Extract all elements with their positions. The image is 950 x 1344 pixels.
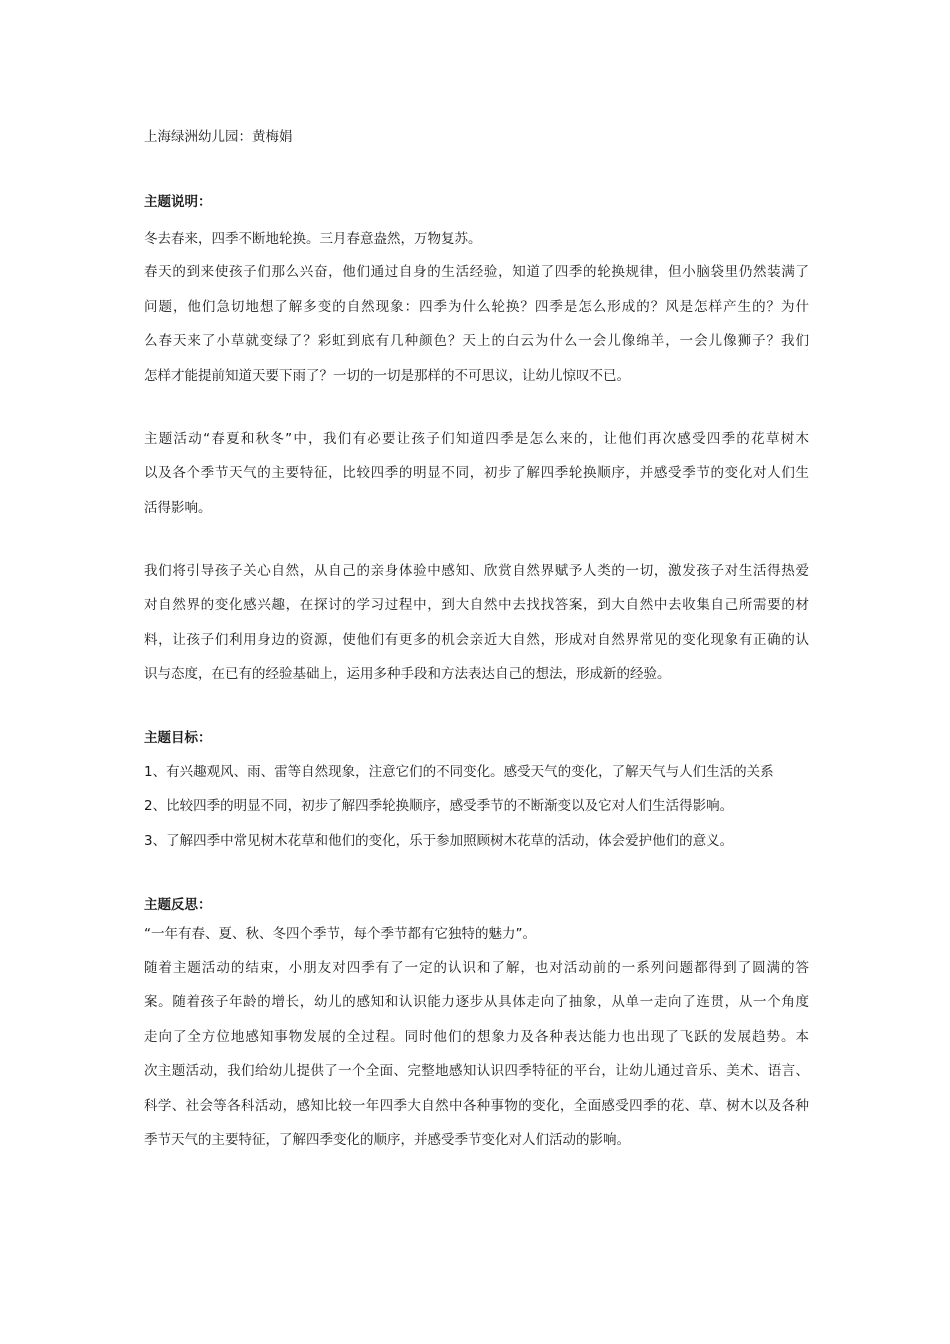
author-line: 上海绿洲幼儿园：黄梅娟 xyxy=(144,129,293,145)
guide-paragraph-line: 对自然界的变化感兴趣，在探讨的学习过程中，到大自然中去找找答案，到大自然中去收集自己所需要的材 xyxy=(144,597,809,613)
guide-paragraph-line: 识与态度，在已有的经验基础上，运用多种手段和方法表达自己的想法，形成新的经验。 xyxy=(144,666,671,682)
description-line: 冬去春来，四季不断地轮换。三月春意盎然，万物复苏。 xyxy=(144,231,482,247)
activity-paragraph-line: 以及各个季节天气的主要特征，比较四季的明显不同，初步了解四季轮换顺序，并感受季节的变化对人们生 xyxy=(144,465,809,481)
description-line: 问题，他们急切地想了解多变的自然现象：四季为什么轮换？四季是怎么形成的？风是怎样产生的？为什 xyxy=(144,299,809,315)
description-line: 么春天来了小草就变绿了？彩虹到底有几种颜色？天上的白云为什么一会儿像绵羊，一会儿像狮子？我们 xyxy=(144,333,809,349)
guide-paragraph-line: 料，让孩子们利用身边的资源，使他们有更多的机会亲近大自然，形成对自然界常见的变化现象有正确的认 xyxy=(144,632,809,648)
reflection-line: 走向了全方位地感知事物发展的全过程。同时他们的想象力及各种表达能力也出现了飞跃的发展趋势。本 xyxy=(144,1029,809,1045)
goal-item: 1、有兴趣观风、雨、雷等自然现象，注意它们的不同变化。感受天气的变化，了解天气与人们生活的关系 xyxy=(144,764,774,780)
reflection-line: 科学、社会等各科活动，感知比较一年四季大自然中各种事物的变化，全面感受四季的花、草、树木以及各种 xyxy=(144,1098,809,1114)
description-line: 春天的到来使孩子们那么兴奋，他们通过自身的生活经验，知道了四季的轮换规律，但小脑袋里仍然装满了 xyxy=(144,264,809,280)
activity-paragraph-line: 活得影响。 xyxy=(144,500,212,516)
description-heading: 主题说明： xyxy=(144,194,212,210)
goal-item: 2、比较四季的明显不同，初步了解四季轮换顺序，感受季节的不断渐变以及它对人们生活得影响。 xyxy=(144,798,734,814)
guide-paragraph-line: 我们将引导孩子关心自然，从自己的亲身体验中感知、欣赏自然界赋予人类的一切，激发孩子对生活得热爱 xyxy=(144,563,809,579)
reflection-line: 次主题活动，我们给幼儿提供了一个全面、完整地感知认识四季特征的平台，让幼儿通过音乐、美术、语言、 xyxy=(144,1063,809,1079)
reflection-line: 季节天气的主要特征，了解四季变化的顺序，并感受季节变化对人们活动的影响。 xyxy=(144,1132,630,1148)
reflection-line: “一年有春、夏、秋、冬四个季节，每个季节都有它独特的魅力”。 xyxy=(144,926,536,942)
reflection-heading: 主题反思： xyxy=(144,897,212,913)
goals-heading: 主题目标： xyxy=(144,730,212,746)
description-line: 怎样才能提前知道天要下雨了？一切的一切是那样的不可思议，让幼儿惊叹不已。 xyxy=(144,368,630,384)
reflection-line: 案。随着孩子年龄的增长，幼儿的感知和认识能力逐步从具体走向了抽象，从单一走向了连贯，从一个角度 xyxy=(144,994,809,1010)
goal-item: 3、了解四季中常见树木花草和他们的变化，乐于参加照顾树木花草的活动，体会爱护他们的意义。 xyxy=(144,833,734,849)
activity-paragraph-line: 主题活动“春夏和秋冬”中，我们有必要让孩子们知道四季是怎么来的，让他们再次感受四季的花草树木 xyxy=(144,431,809,447)
reflection-line: 随着主题活动的结束，小朋友对四季有了一定的认识和了解，也对活动前的一系列问题都得到了圆满的答 xyxy=(144,960,809,976)
